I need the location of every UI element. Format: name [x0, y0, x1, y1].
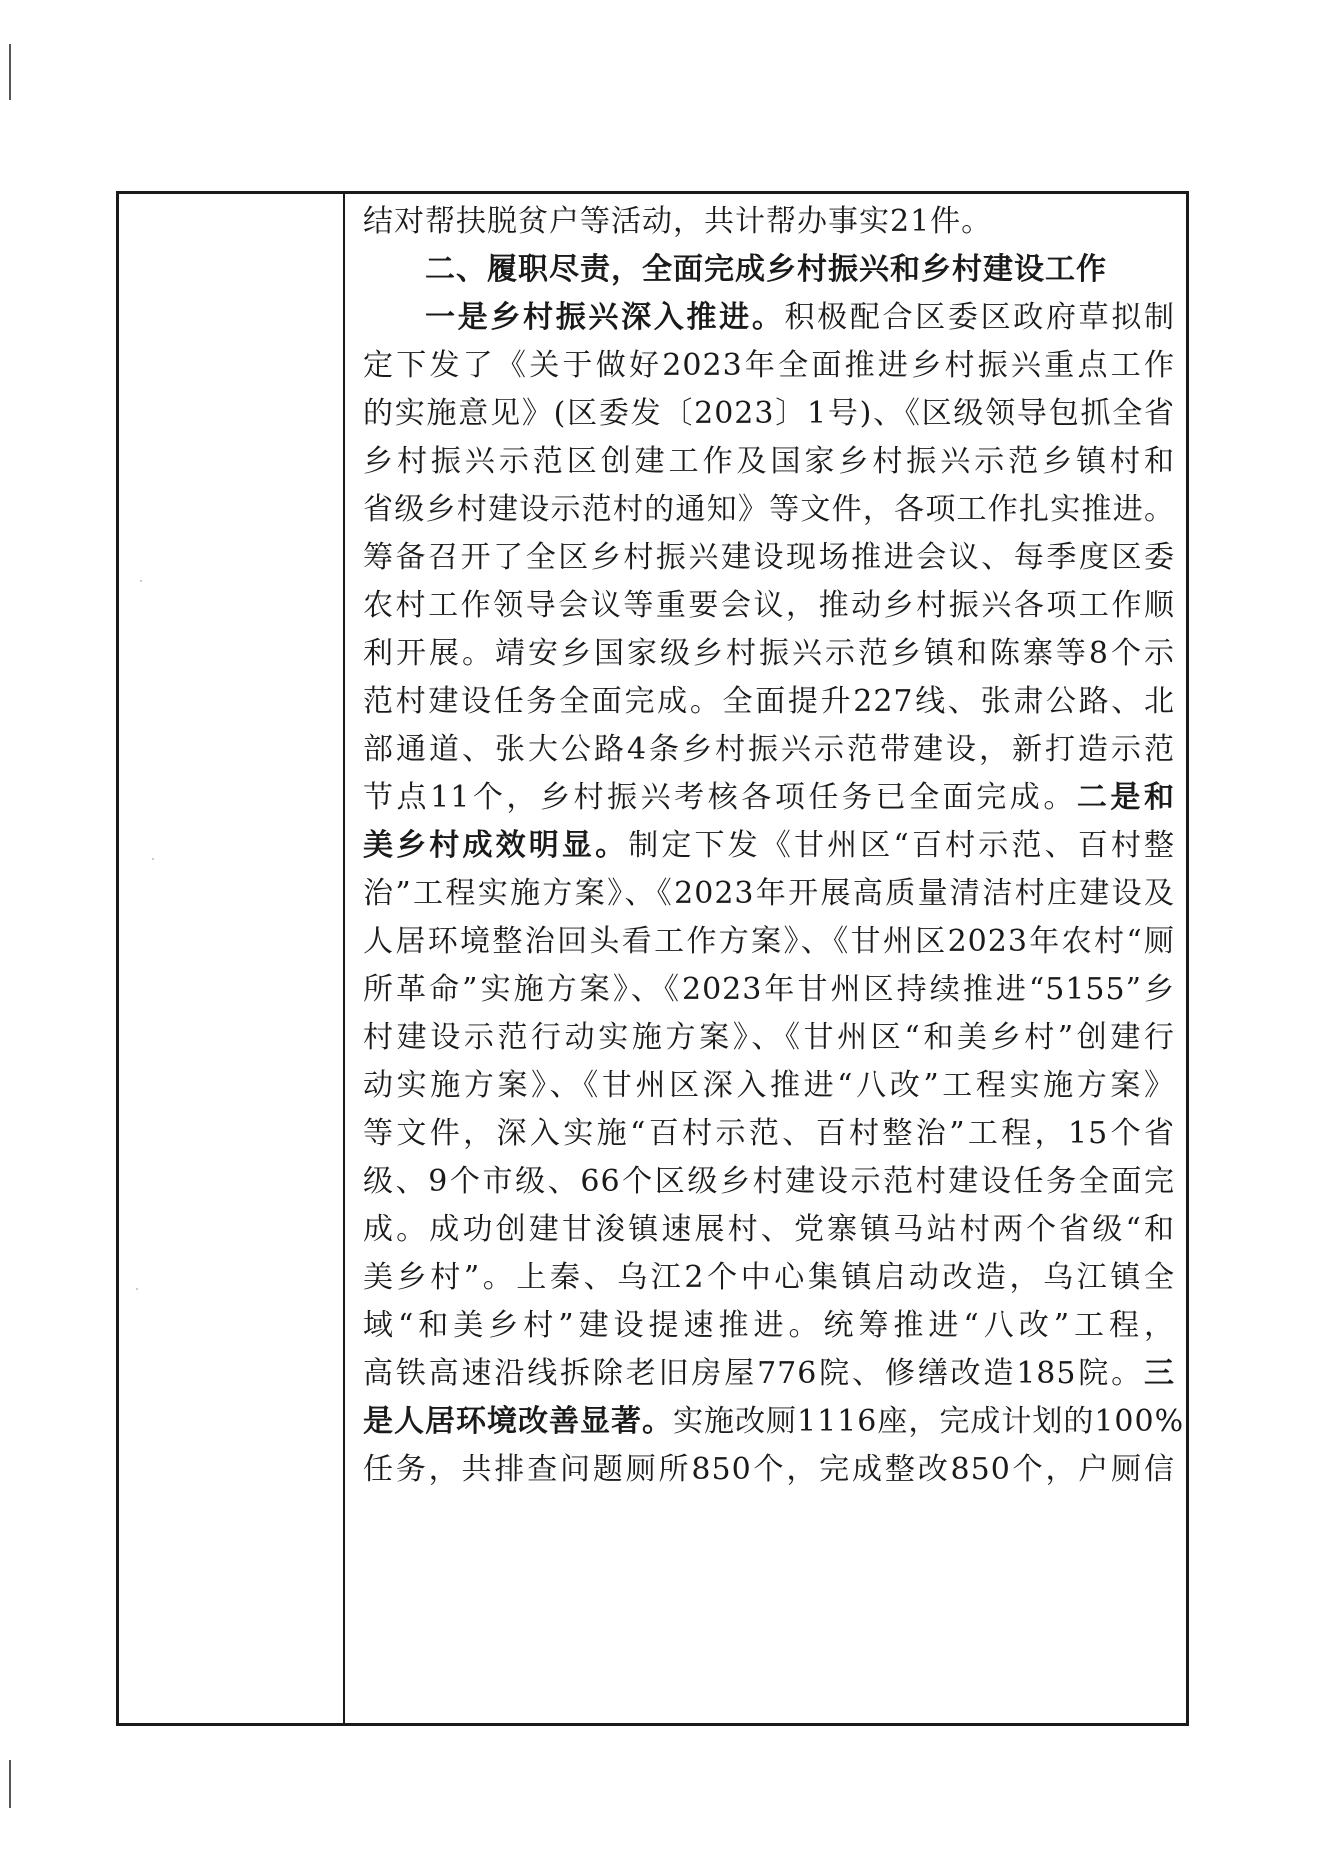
paragraph-line: 治”工程实施方案》、《2023年开展高质量清洁村庄建设及 — [363, 876, 1175, 911]
paragraph-line: 的实施意见》(区委发〔2023〕1号)、《区级领导包抓全省 — [363, 396, 1175, 431]
table-content-cell — [363, 198, 1185, 1494]
bold-lead-phrase: 二是和 — [1076, 780, 1175, 815]
paragraph-line: 省级乡村建设示范村的通知》等文件，各项工作扎实推进。 — [363, 492, 1175, 527]
bold-lead-phrase: 美乡村成效明显。 — [363, 828, 629, 863]
paragraph-line: 结对帮扶脱贫户等活动，共计帮办事实21件。 — [363, 204, 993, 239]
scan-edge-mark-bottom — [9, 1760, 11, 1808]
paragraph-line — [363, 774, 1175, 822]
bold-lead-phrase: 一是乡村振兴深入推进。 — [425, 300, 785, 335]
paragraph-line: 人居环境整治回头看工作方案》、《甘州区2023年农村“厕 — [363, 924, 1175, 959]
paragraph-line: 范村建设任务全面完成。全面提升227线、张肃公路、北 — [363, 684, 1175, 719]
paragraph-line: 等文件，深入实施“百村示范、百村整治”工程，15个省 — [363, 1116, 1175, 1151]
table-label-column — [119, 194, 345, 1723]
paragraph-line: 部通道、张大公路4条乡村振兴示范带建设，新打造示范 — [363, 732, 1175, 767]
line-text: 高铁高速沿线拆除老旧房屋776院、修缮改造185院。 — [363, 1356, 1144, 1391]
paragraph-line: 利开展。靖安乡国家级乡村振兴示范乡镇和陈寨等8个示 — [363, 636, 1175, 671]
paragraph-line: 筹备召开了全区乡村振兴建设现场推进会议、每季度区委 — [363, 540, 1175, 575]
paragraph-line: 域“和美乡村”建设提速推进。统筹推进“八改”工程， — [363, 1308, 1175, 1343]
paragraph-line — [363, 1350, 1175, 1398]
paragraph-line: 村建设示范行动实施方案》、《甘州区“和美乡村”创建行 — [363, 1020, 1175, 1055]
bold-lead-phrase: 三 — [1144, 1356, 1175, 1391]
line-text: 制定下发《甘州区“百村示范、百村整 — [628, 828, 1175, 863]
paragraph-line: 级、9个市级、66个区级乡村建设示范村建设任务全面完 — [363, 1164, 1175, 1199]
section-heading: 二、履职尽责，全面完成乡村振兴和乡村建设工作 — [425, 252, 1107, 287]
paragraph-line: 定下发了《关于做好2023年全面推进乡村振兴重点工作 — [363, 348, 1175, 383]
paragraph-line: 乡村振兴示范区创建工作及国家乡村振兴示范乡镇村和 — [363, 444, 1175, 479]
paragraph-line — [363, 1398, 1185, 1446]
paragraph-line: 美乡村”。上秦、乌江2个中心集镇启动改造，乌江镇全 — [363, 1260, 1175, 1295]
scan-edge-mark-top — [9, 44, 11, 100]
form-table — [116, 191, 1189, 1726]
paragraph-line: 农村工作领导会议等重要会议，推动乡村振兴各项工作顺 — [363, 588, 1175, 623]
paragraph-line: 动实施方案》、《甘州区深入推进“八改”工程实施方案》 — [363, 1068, 1175, 1103]
paragraph-line: 成。成功创建甘浚镇速展村、党寨镇马站村两个省级“和 — [363, 1212, 1175, 1247]
paragraph-line — [363, 822, 1175, 870]
bold-lead-phrase: 是人居环境改善显著。 — [363, 1404, 673, 1439]
paragraph-line: 任务，共排查问题厕所850个，完成整改850个，户厕信 — [363, 1452, 1175, 1487]
paragraph-line: 所革命”实施方案》、《2023年甘州区持续推进“5155”乡 — [363, 972, 1175, 1007]
paragraph-line — [363, 294, 1175, 342]
line-text: 积极配合区委区政府草拟制 — [784, 300, 1175, 335]
line-text: 实施改厕1116座，完成计划的100% — [673, 1404, 1185, 1439]
line-text: 节点11个，乡村振兴考核各项任务已全面完成。 — [363, 780, 1077, 815]
